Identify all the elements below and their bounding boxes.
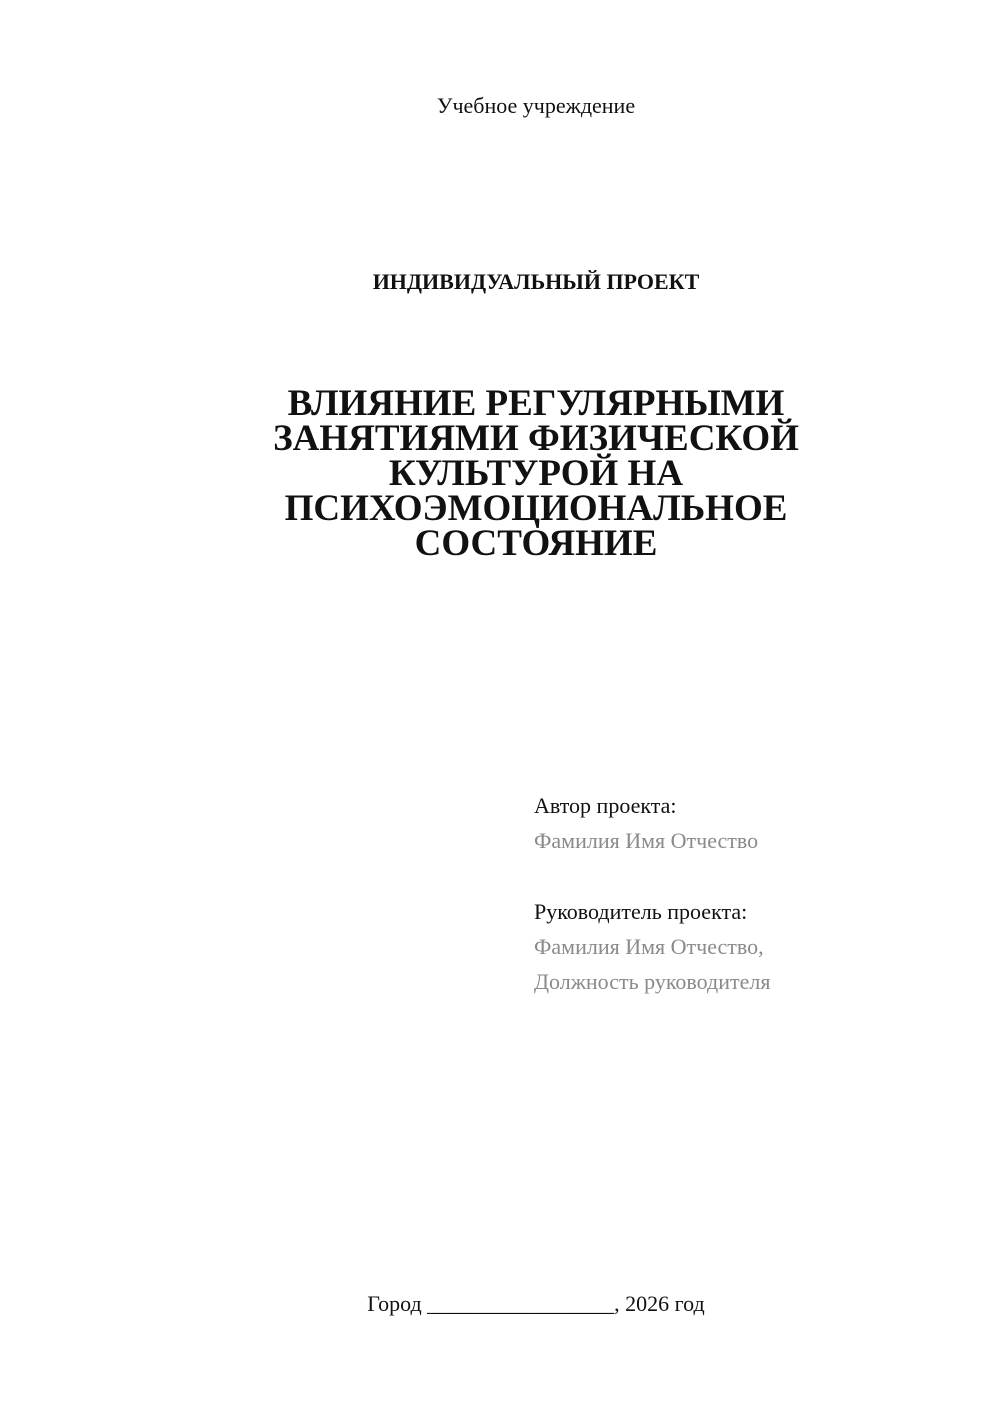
author-label: Автор проекта: — [534, 793, 677, 818]
project-title-line: СОСТОЯНИЕ — [414, 523, 658, 564]
project-title-line: ЗАНЯТИЯМИ ФИЗИЧЕСКОЙ — [273, 418, 799, 459]
author-name: Фамилия Имя Отчество — [534, 828, 759, 853]
institution-name: Учебное учреждение — [436, 93, 636, 118]
project-title-line: ВЛИЯНИЕ РЕГУЛЯРНЫМИ — [287, 383, 785, 424]
project-type-heading: ИНДИВИДУАЛЬНЫЙ ПРОЕКТ — [372, 269, 700, 294]
place-date-footer: Город _________________, 2026 год — [367, 1291, 705, 1316]
project-title — [236, 383, 836, 564]
credits-block — [534, 788, 974, 999]
supervisor-name: Фамилия Имя Отчество, — [534, 934, 764, 959]
project-title-line: ПСИХОЭМОЦИОНАЛЬНОЕ — [284, 488, 788, 529]
supervisor-label: Руководитель проекта: — [534, 899, 748, 924]
project-title-line: КУЛЬТУРОЙ НА — [388, 453, 684, 494]
supervisor-position: Должность руководителя — [534, 969, 771, 994]
spacer — [534, 858, 974, 894]
